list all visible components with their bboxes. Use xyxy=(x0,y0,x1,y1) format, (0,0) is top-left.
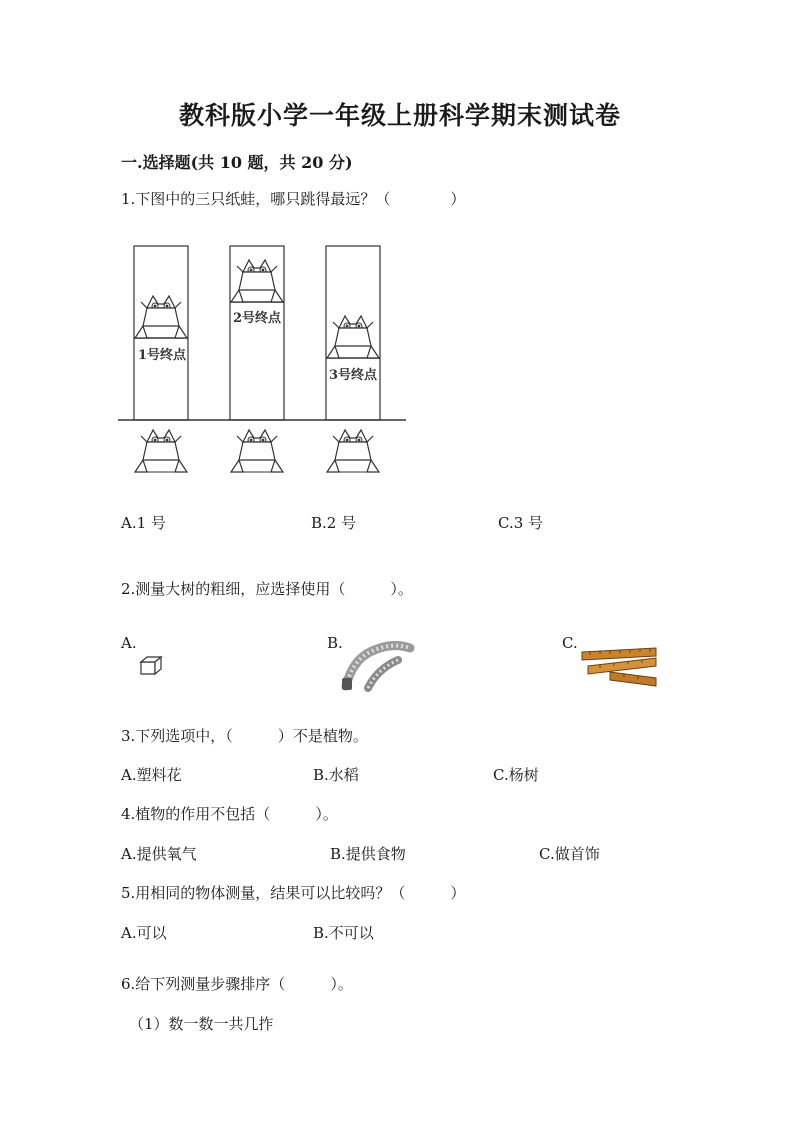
q2-option-c[interactable]: C. xyxy=(562,634,578,652)
q2-option-a[interactable]: A. xyxy=(121,634,137,652)
q2-option-b[interactable]: B. xyxy=(327,634,343,652)
q1-option-b[interactable]: B.2 号 xyxy=(311,514,357,532)
q4-option-b[interactable]: B.提供食物 xyxy=(330,845,406,863)
finish-label-1: 1号终点 xyxy=(138,348,187,363)
q5-option-a[interactable]: A.可以 xyxy=(121,924,167,942)
frog-3-end xyxy=(327,316,379,358)
soft-tape-measure-icon xyxy=(340,640,416,692)
finish-label-2: 2号终点 xyxy=(233,311,282,326)
section-heading: 一.选择题(共 10 题，共 20 分) xyxy=(121,153,353,172)
finish-label-3: 3号终点 xyxy=(329,368,378,383)
question-6-text: 6.给下列测量步骤排序（ ）。 xyxy=(121,975,353,993)
frog-3-start xyxy=(327,430,379,472)
question-4-text: 4.植物的作用不包括（ ）。 xyxy=(121,805,338,823)
question-3-text: 3.下列选项中，（ ）不是植物。 xyxy=(121,727,368,745)
q1-option-c[interactable]: C.3 号 xyxy=(498,514,544,532)
folding-ruler-icon xyxy=(580,644,658,688)
page-title: 教科版小学一年级上册科学期末测试卷 xyxy=(178,101,621,130)
cube-icon xyxy=(139,654,165,676)
q1-option-a[interactable]: A.1 号 xyxy=(121,514,166,532)
question-2-text: 2.测量大树的粗细，应选择使用（ ）。 xyxy=(121,580,413,598)
q4-option-a[interactable]: A.提供氧气 xyxy=(121,845,197,863)
frog-1-start xyxy=(135,430,187,472)
question-5-text: 5.用相同的物体测量，结果可以比较吗？（ ） xyxy=(121,884,466,902)
frog-2-start xyxy=(231,430,283,472)
question-1-text: 1.下图中的三只纸蛙，哪只跳得最远？（ ） xyxy=(121,190,466,208)
q4-option-c[interactable]: C.做首饰 xyxy=(539,845,600,863)
q3-option-b[interactable]: B.水稻 xyxy=(313,766,359,784)
frog-jump-figure xyxy=(118,236,408,480)
frog-1-end xyxy=(135,296,187,338)
frog-2-end xyxy=(231,260,283,302)
q5-option-b[interactable]: B.不可以 xyxy=(313,924,374,942)
q6-step-1: （1）数一数一共几拃 xyxy=(129,1015,274,1033)
q3-option-c[interactable]: C.杨树 xyxy=(493,766,539,784)
q3-option-a[interactable]: A.塑料花 xyxy=(121,766,182,784)
